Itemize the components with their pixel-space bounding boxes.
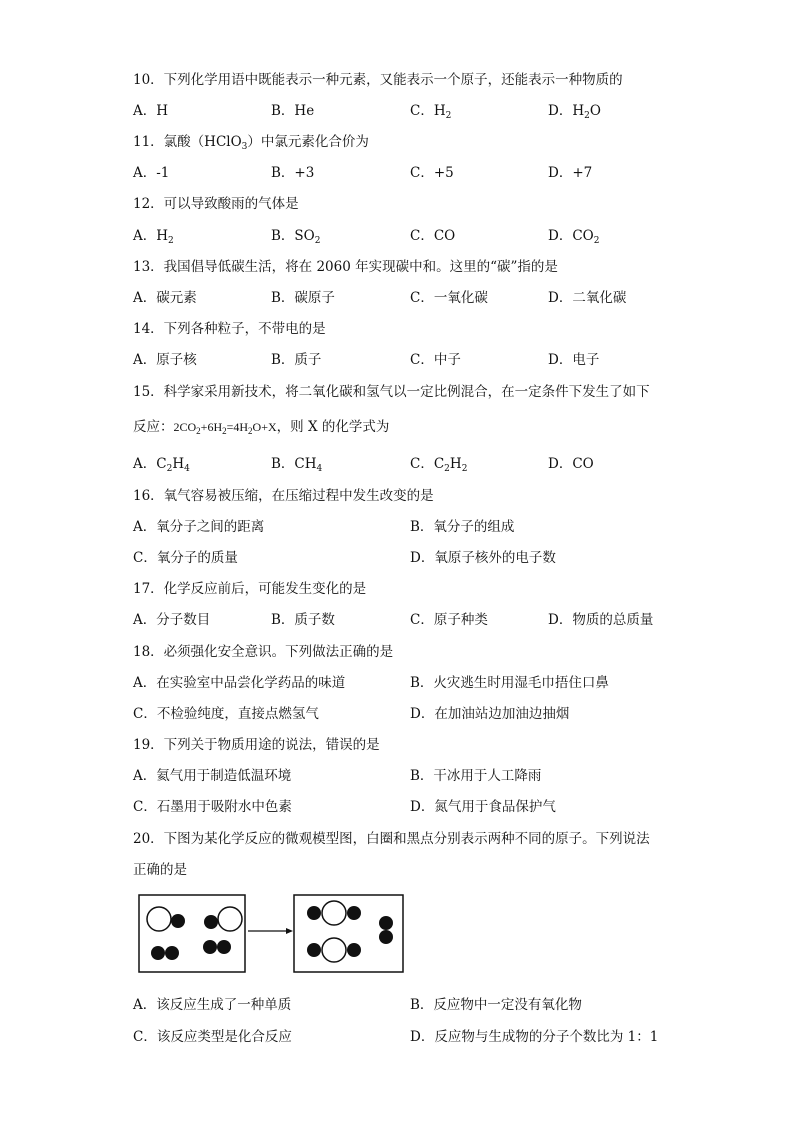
q11-option-b: B．+3 bbox=[271, 165, 315, 181]
q16-option-c: C．氧分子的质量 bbox=[133, 550, 238, 566]
molecule-black-white-black bbox=[307, 901, 361, 925]
q13-option-a: A．碳元素 bbox=[133, 290, 197, 306]
q14-option-a: A．原子核 bbox=[133, 352, 197, 368]
q20-option-d: D．反应物与生成物的分子个数比为 1：1 bbox=[410, 1029, 659, 1045]
q19-option-d: D．氮气用于食品保护气 bbox=[410, 799, 556, 815]
q19-option-a: A．氦气用于制造低温环境 bbox=[133, 768, 292, 784]
q15-stem-line1: 15．科学家采用新技术，将二氧化碳和氢气以一定比例混合，在一定条件下发生了如下 bbox=[133, 384, 650, 400]
q10-option-c: C．$H_2$ bbox=[410, 103, 452, 121]
q11-option-c: C．+5 bbox=[410, 165, 454, 181]
molecule-white-black bbox=[147, 907, 185, 931]
q20-option-c: C．该反应类型是化合反应 bbox=[133, 1029, 292, 1045]
q19-option-b: B．干冰用于人工降雨 bbox=[410, 768, 542, 784]
q12-option-a: A．$H_2$ bbox=[133, 228, 174, 246]
q12-option-c: C．CO bbox=[410, 228, 456, 244]
q11-option-d: D．+7 bbox=[548, 165, 593, 181]
q19-stem: 19．下列关于物质用途的说法，错误的是 bbox=[133, 737, 380, 753]
q13-option-c: C．一氧化碳 bbox=[410, 290, 488, 306]
q11-option-a: A．-1 bbox=[133, 165, 170, 181]
q10-option-a: A．H bbox=[133, 103, 169, 119]
q11-stem: 11．氯酸（HClO$_3$）中氯元素化合价为 bbox=[133, 134, 369, 152]
molecule-black-black bbox=[379, 916, 393, 944]
q12-option-d: D．$CO_2$ bbox=[548, 228, 600, 246]
q14-stem: 14．下列各种粒子，不带电的是 bbox=[133, 321, 326, 337]
reaction-equation: $2CO_2+6H_2=4H_2O+X$ bbox=[173, 420, 277, 436]
q18-stem: 18．必须强化安全意识。下列做法正确的是 bbox=[133, 644, 394, 660]
q17-option-a: A．分子数目 bbox=[133, 612, 211, 628]
q14-option-d: D．电子 bbox=[548, 352, 600, 368]
q13-option-d: D．二氧化碳 bbox=[548, 290, 627, 306]
q13-option-b: B．碳原子 bbox=[271, 290, 335, 306]
molecule-black-white-black bbox=[307, 938, 361, 962]
q17-option-c: C．原子种类 bbox=[410, 612, 488, 628]
q10-option-d: D．$H_2O$ bbox=[548, 103, 601, 121]
q20-option-b: B．反应物中一定没有氧化物 bbox=[410, 997, 582, 1013]
arrow-head bbox=[286, 928, 293, 934]
q20-stem-line2: 正确的是 bbox=[133, 862, 187, 878]
q18-option-c: C．不检验纯度，直接点燃氢气 bbox=[133, 706, 319, 722]
reaction-model-diagram bbox=[138, 893, 408, 975]
q10-stem: 10．下列化学用语中既能表示一种元素，又能表示一个原子，还能表示一种物质的 bbox=[133, 72, 623, 88]
molecule-black-white bbox=[204, 907, 242, 931]
q15-option-a: A．$C_2H_4$ bbox=[133, 456, 190, 474]
q12-option-b: B．$SO_2$ bbox=[271, 228, 321, 246]
q19-option-c: C．石墨用于吸附水中色素 bbox=[133, 799, 292, 815]
q18-option-b: B．火灾逃生时用湿毛巾捂住口鼻 bbox=[410, 675, 609, 691]
q20-stem-line1: 20．下图为某化学反应的微观模型图，白圈和黑点分别表示两种不同的原子。下列说法 bbox=[133, 831, 650, 847]
q16-option-d: D．氧原子核外的电子数 bbox=[410, 550, 556, 566]
q16-option-b: B．氧分子的组成 bbox=[410, 519, 515, 535]
q17-option-b: B．质子数 bbox=[271, 612, 335, 628]
q13-stem: 13．我国倡导低碳生活，将在 2060 年实现碳中和。这里的“碳”指的是 bbox=[133, 259, 558, 275]
q10-option-b: B．He bbox=[271, 103, 315, 119]
q18-option-a: A．在实验室中品尝化学药品的味道 bbox=[133, 675, 346, 691]
q16-stem: 16．氧气容易被压缩，在压缩过程中发生改变的是 bbox=[133, 488, 434, 504]
molecule-black-black bbox=[203, 940, 231, 954]
q17-option-d: D．物质的总质量 bbox=[548, 612, 654, 628]
q20-option-a: A．该反应生成了一种单质 bbox=[133, 997, 292, 1013]
q15-option-c: C．$C_2H_2$ bbox=[410, 456, 468, 474]
q15-option-b: B．$CH_4$ bbox=[271, 456, 323, 474]
q12-stem: 12．可以导致酸雨的气体是 bbox=[133, 196, 299, 212]
q18-option-d: D．在加油站边加油边抽烟 bbox=[410, 706, 570, 722]
q14-option-c: C．中子 bbox=[410, 352, 461, 368]
q16-option-a: A．氧分子之间的距离 bbox=[133, 519, 265, 535]
q15-option-d: D．CO bbox=[548, 456, 594, 472]
q14-option-b: B．质子 bbox=[271, 352, 322, 368]
q15-stem-line2: 反应：$2CO_2+6H_2=4H_2O+X$，则 X 的化学式为 bbox=[133, 419, 390, 436]
molecule-black-black bbox=[151, 946, 179, 960]
q17-stem: 17．化学反应前后，可能发生变化的是 bbox=[133, 581, 367, 597]
